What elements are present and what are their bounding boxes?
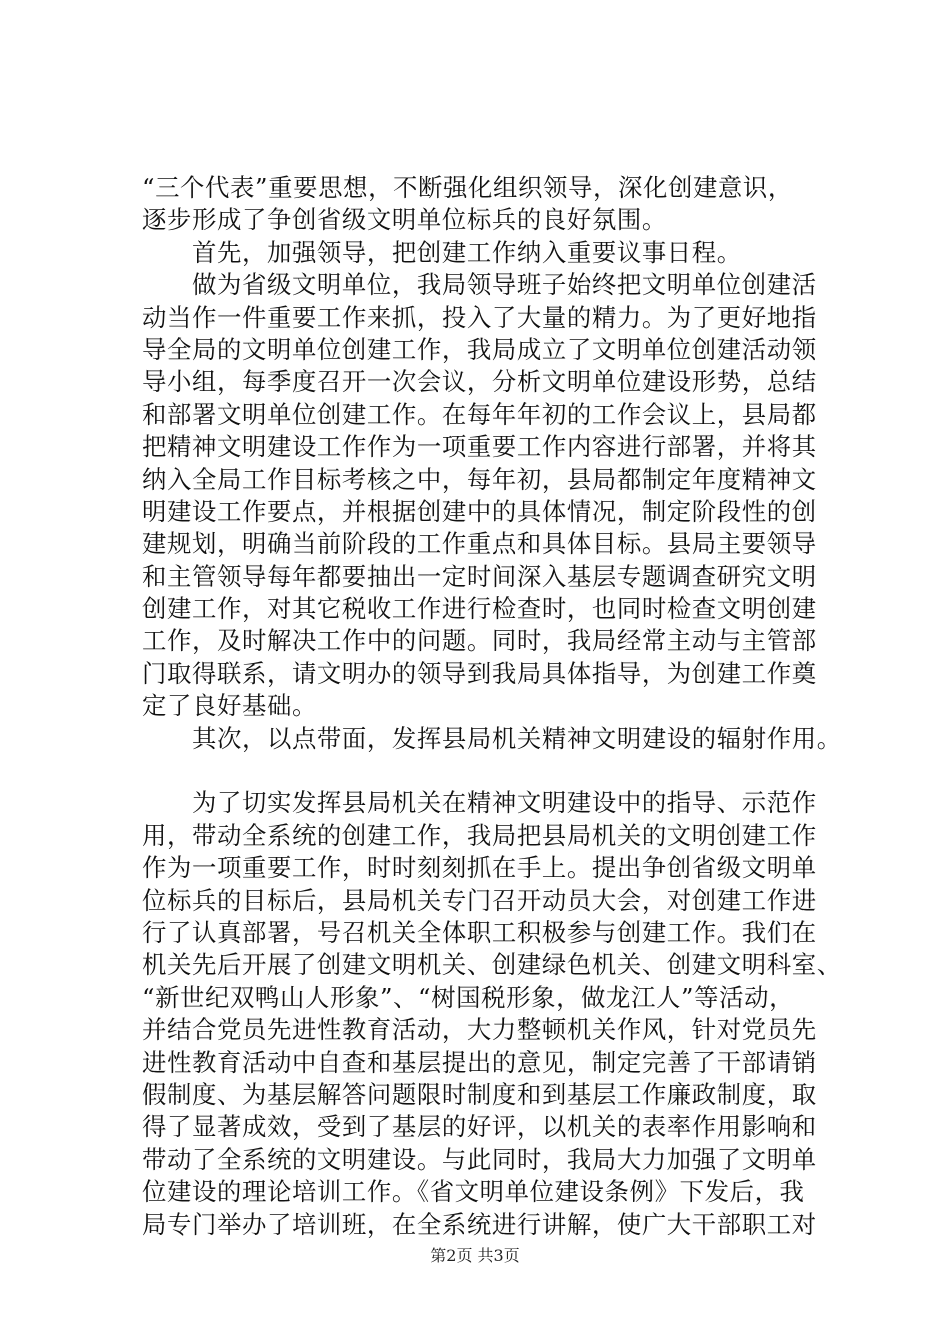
text-line: 局专门举办了培训班，在全系统进行讲解，使广大干部职工对 <box>142 1209 817 1239</box>
text-line: 位建设的理论培训工作。《省文明单位建设条例》下发后，我 <box>142 1177 805 1207</box>
text-line: 工作，及时解决工作中的问题。同时，我局经常主动与主管部 <box>142 626 817 656</box>
text-line: 纳入全局工作目标考核之中，每年初，县局都制定年度精神文 <box>142 464 817 494</box>
text-line: 为了切实发挥县局机关在精神文明建设中的指导、示范作 <box>142 788 817 818</box>
text-line: 其次，以点带面，发挥县局机关精神文明建设的辐射作用。 <box>142 723 842 753</box>
text-line: 创建工作，对其它税收工作进行检查时，也同时检查文明创建 <box>142 594 817 624</box>
text-line: 首先，加强领导，把创建工作纳入重要议事日程。 <box>142 237 742 267</box>
text-line: 门取得联系，请文明办的领导到我局具体指导，为创建工作奠 <box>142 658 817 688</box>
text-line: 机关先后开展了创建文明机关、创建绿色机关、创建文明科室、 <box>142 950 842 980</box>
text-line: 定了良好基础。 <box>142 691 317 721</box>
text-line: 建规划，明确当前阶段的工作重点和具体目标。县局主要领导 <box>142 529 817 559</box>
text-line: 和部署文明单位创建工作。在每年年初的工作会议上，县局都 <box>142 399 817 429</box>
text-line: 并结合党员先进性教育活动，大力整顿机关作风，针对党员先 <box>142 1015 817 1045</box>
text-line: 进性教育活动中自查和基层提出的意见，制定完善了干部请销 <box>142 1047 817 1077</box>
text-line: 导全局的文明单位创建工作，我局成立了文明单位创建活动领 <box>142 334 817 364</box>
text-line: 把精神文明建设工作作为一项重要工作内容进行部署，并将其 <box>142 432 817 462</box>
text-line: 明建设工作要点，并根据创建中的具体情况，制定阶段性的创 <box>142 496 817 526</box>
text-line: 行了认真部署，号召机关全体职工积极参与创建工作。我们在 <box>142 917 817 947</box>
text-line: 做为省级文明单位，我局领导班子始终把文明单位创建活 <box>142 270 817 300</box>
text-line: 和主管领导每年都要抽出一定时间深入基层专题调查研究文明 <box>142 561 817 591</box>
text-line: “新世纪双鸭山人形象”、“树国税形象，做龙江人”等活动， <box>142 982 795 1012</box>
page-footer: 第2页 共3页 <box>430 1246 520 1265</box>
text-line: 作为一项重要工作，时时刻刻抓在手上。提出争创省级文明单 <box>142 853 817 883</box>
text-line: 带动了全系统的文明建设。与此同时，我局大力加强了文明单 <box>142 1144 817 1174</box>
text-line: 位标兵的目标后，县局机关专门召开动员大会，对创建工作进 <box>142 885 817 915</box>
body-text <box>142 172 842 1241</box>
text-line <box>142 755 832 787</box>
text-line: 得了显著成效，受到了基层的好评，以机关的表率作用影响和 <box>142 1112 817 1142</box>
text-line: 动当作一件重要工作来抓，投入了大量的精力。为了更好地指 <box>142 302 817 332</box>
text-line: 假制度、为基层解答问题限时制度和到基层工作廉政制度，取 <box>142 1079 817 1109</box>
text-line: 用，带动全系统的创建工作，我局把县局机关的文明创建工作 <box>142 820 817 850</box>
text-line: 导小组，每季度召开一次会议，分析文明单位建设形势，总结 <box>142 367 817 397</box>
text-line: “三个代表”重要思想，不断强化组织领导，深化创建意识， <box>142 173 793 202</box>
text-line: 逐步形成了争创省级文明单位标兵的良好氛围。 <box>142 205 667 235</box>
